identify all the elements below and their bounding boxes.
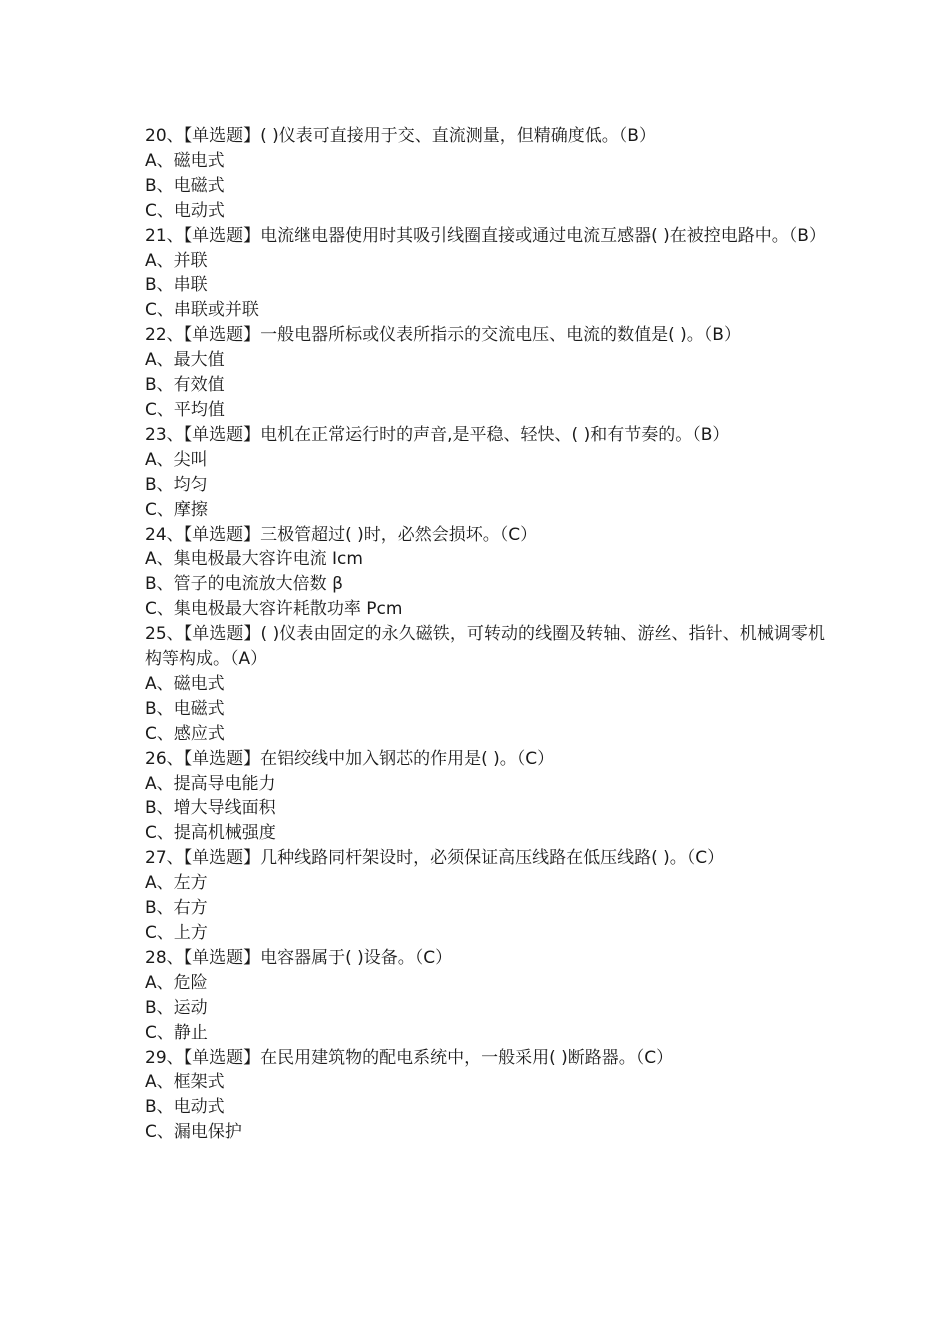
option-c: C、感应式	[145, 723, 225, 744]
option-b: B、电磁式	[145, 698, 225, 719]
option-a: A、集电极最大容许电流 Icm	[145, 549, 363, 570]
option-c: C、平均值	[145, 399, 225, 420]
question-stem-text: 26、【单选题】在铝绞线中加入钢芯的作用是( )。（C）	[145, 748, 555, 769]
question-26	[145, 747, 825, 847]
question-stem	[145, 747, 825, 772]
question-20	[145, 124, 825, 224]
question-stem-text: 27、【单选题】几种线路同杆架设时，必须保证高压线路在低压线路( )。（C）	[145, 848, 725, 869]
question-24	[145, 523, 825, 623]
question-21	[145, 224, 825, 324]
option-c: C、漏电保护	[145, 1122, 242, 1143]
question-25	[145, 622, 825, 747]
option-c: C、电动式	[145, 200, 225, 221]
question-stem	[145, 423, 825, 448]
option-c: C、提高机械强度	[145, 823, 276, 844]
question-stem	[145, 523, 825, 548]
question-stem	[145, 846, 825, 871]
option-a: A、尖叫	[145, 449, 208, 470]
question-stem	[145, 224, 825, 249]
option-a: A、框架式	[145, 1072, 225, 1093]
option-c: C、上方	[145, 923, 208, 943]
option-a: A、磁电式	[145, 150, 225, 171]
option-b: B、串联	[145, 275, 208, 296]
option-b: B、电磁式	[145, 175, 225, 196]
option-a: A、并联	[145, 250, 208, 271]
question-stem	[145, 323, 825, 348]
option-b: B、右方	[145, 898, 208, 919]
question-stem-text: 25、【单选题】( )仪表由固定的永久磁铁，可转动的线圈及转轴、游丝、指针、机械调零机构等构成。（A）	[145, 624, 825, 670]
option-a: A、左方	[145, 873, 208, 894]
question-stem-text: 21、【单选题】电流继电器使用时其吸引线圈直接或通过电流互感器( )在被控电路中。（B）	[145, 225, 826, 246]
question-stem-text: 20、【单选题】( )仪表可直接用于交、直流测量，但精确度低。（B）	[145, 126, 656, 146]
question-stem-text: 24、【单选题】三极管超过( )时，必然会损坏。（C）	[145, 524, 538, 545]
option-b: B、运动	[145, 997, 208, 1018]
option-b: B、管子的电流放大倍数 β	[145, 574, 343, 595]
option-b: B、电动式	[145, 1097, 225, 1118]
option-a: A、最大值	[145, 350, 225, 371]
question-stem	[145, 1046, 825, 1071]
question-stem-text: 29、【单选题】在民用建筑物的配电系统中，一般采用( )断路器。（C）	[145, 1047, 674, 1068]
question-22	[145, 323, 825, 423]
option-c: C、摩擦	[145, 499, 208, 520]
option-b: B、均匀	[145, 474, 208, 495]
question-27	[145, 846, 825, 946]
question-28	[145, 946, 825, 1046]
question-23	[145, 423, 825, 523]
question-stem	[145, 622, 825, 672]
question-stem	[145, 124, 825, 149]
option-b: B、增大导线面积	[145, 798, 276, 819]
question-stem	[145, 946, 825, 971]
option-c: C、静止	[145, 1022, 208, 1043]
option-c: C、串联或并联	[145, 300, 259, 321]
question-stem-text: 22、【单选题】一般电器所标或仪表所指示的交流电压、电流的数值是( )。（B）	[145, 325, 741, 346]
option-a: A、磁电式	[145, 673, 225, 694]
question-stem-text: 23、【单选题】电机在正常运行时的声音,是平稳、轻快、( )和有节奏的。（B）	[145, 424, 730, 445]
option-c: C、集电极最大容许耗散功率 Pcm	[145, 599, 403, 620]
option-b: B、有效值	[145, 375, 225, 396]
option-a: A、提高导电能力	[145, 773, 276, 794]
question-stem-text: 28、【单选题】电容器属于( )设备。（C）	[145, 947, 453, 968]
option-a: A、危险	[145, 972, 208, 993]
document-page	[145, 124, 825, 1145]
question-29	[145, 1046, 825, 1146]
